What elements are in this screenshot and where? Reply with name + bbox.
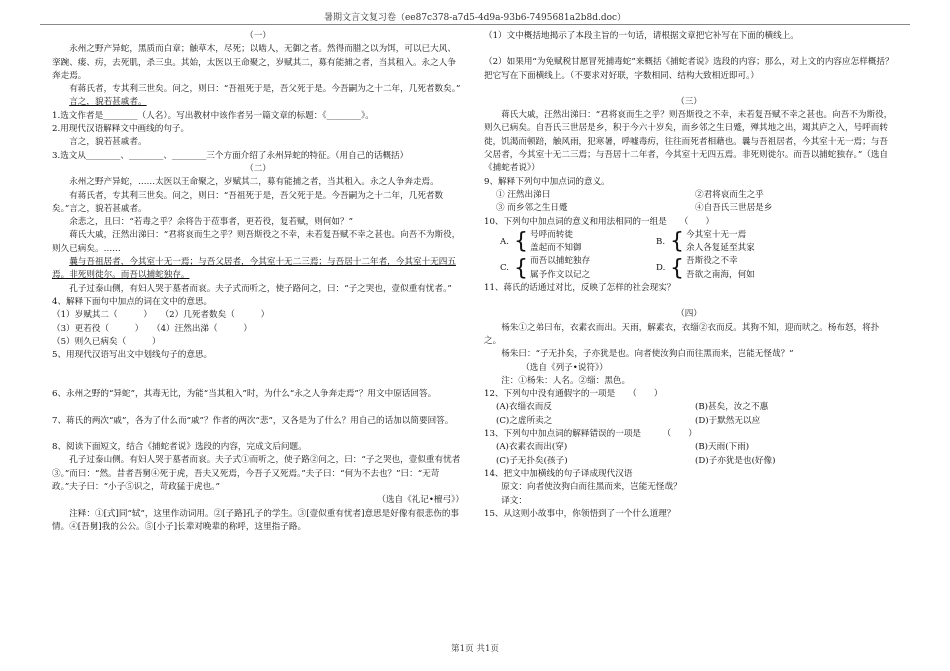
question-12: 12、下列句中没有通假字的一项是 （ ） (484, 389, 663, 400)
page-footer: 第1页 共1页 (450, 644, 500, 654)
option-4: ④自吾氏三世居是乡 (695, 203, 773, 214)
question-9: 9、解释下列句中加点词的意义。 (484, 176, 610, 187)
reading-passage: 孔子过泰山侧。有妇人哭于墓者而哀。夫子式①而听之，使子路②问之，曰：“子之哭也，壹似重有忧者③。”而曰：“然。昔者吾舅④死于虎，吾夫又死焉，今吾子又死焉。”夫子曰：“何为不去也？”曰：“无苛政。”夫子曰：“小子⑤识之，苛政猛于虎也。” (52, 455, 461, 492)
section-title-1: （一） (245, 31, 271, 41)
option-a: A. { 号呼而转徙 盖起而不知御 (500, 229, 582, 255)
question-12-options: (C)之虚所卖之 (D)于默然无以应 (496, 415, 761, 426)
question-2-sentence: 言之，貌若甚戚者。 (69, 137, 147, 148)
question-4-items: （5）则久已病矣（ ） (52, 336, 161, 347)
passage-paragraph: 蒋氏大戚，汪然出涕曰：“君将哀而生之乎？则吾斯役之不幸，未若复吾赋不幸之甚也。向吾不为斯役，则久已病矣。…… (52, 230, 461, 254)
underlined-passage: 曩与吾祖居者，今其室十无一焉；与吾父居者，今其室十无二三焉；与吾居十二年者，今其室十无四五焉。非死则徙尔。而吾以捕蛇独存。 (52, 257, 456, 281)
question-9-options (484, 189, 894, 202)
page-header: 暑期文言文复习卷（ee87c378-a7d5-4d9a-93b6-7495681a2b8d.doc） (323, 13, 627, 23)
question-3: 3.选文从________、________、________三个方面介绍了永州异蛇的特征。（用自己的话概括） (52, 150, 409, 161)
passage-paragraph: 蒋氏大戚，汪然出涕曰：“君将哀而生之乎？则吾斯役之不幸，未若复吾赋不幸之甚也。向吾不为斯役，则久已病矣。自吾氏三世居是乡，积于今六十岁矣，而乡邻之生日蹙，殚其地之出，竭其庐之入，号呼而转徙，饥渴而顿踣，触风雨，犯寒暑，呼嘘毒疠，往往而死者相藉也。曩与吾祖居者，今其室十无一焉；与吾父居者，今其室十无二三焉；与吾居十二年者，今其室十无四五焉。非死则徙尔。而吾以捕蛇独存。”（选自《捕蛇者说》） (484, 110, 893, 174)
question-5: 5、用现代汉语写出文中划线句子的意思。 (52, 350, 213, 361)
annotation-notes: 注释：①[式]同“轼”，这里作动词用。②[子路]孔子的学生。③[壹似重有忧者]意思是好像有很悲伤的事情。④[吾舅]我的公公。⑤[小子]长辈对晚辈的称呼，这里指子路。 (52, 508, 460, 532)
passage-paragraph: 永州之野产异蛇，黑质而白章；触草木，尽死；以啮人，无御之者。然得而腊之以为饵，可以已大风、挛踠、瘘、疠，去死肌，杀三虫。其始，太医以王命聚之，岁赋其二，募有能捕之者，当其租入。永之人争奔走焉。 (52, 44, 456, 81)
question-4-items: （3）更若役（ ） （4）汪然出涕（ ） (52, 323, 252, 334)
section-title-2: （二） (245, 163, 271, 174)
option-c: C. { 而吾以捕蛇独存 属予作文以记之 (500, 255, 591, 281)
option-2: ②君将哀而生之乎 (695, 189, 764, 200)
question-1: 1.选文作者是________（人名）。写出教材中该作者另一篇文章的标题：《________》。 (52, 110, 374, 121)
annotation-notes: 注：①杨朱：人名。②缁：黑色。 (501, 375, 631, 386)
question-13-options: (C)子无扑矣(孩子) (D)子亦犹是也(好像) (496, 455, 776, 466)
section-title-3: （三） (676, 96, 702, 107)
question-14: 14、把文中加横线的句子译成现代汉语 (484, 468, 633, 479)
option-d: D. { 吾斯役之不幸 吾欲之南海，何如 (656, 255, 755, 281)
question-8-2: （2）如果用“为免赋税甘愿冒死捕毒蛇”来概括《捕蛇者说》选段的内容；那么，对上文的内容应怎样概括？把它写在下面横线上。（不要求对好联，字数相同、结构大致相近即可。） (484, 57, 894, 81)
question-2: 2.用现代汉语解释文中画线的句子。 (52, 124, 190, 135)
passage-paragraph: 杨朱曰：“子无扑矣，子亦犹是也。向者使汝狗白而往黑而来，岂能无怪哉？” (501, 349, 794, 360)
question-10-options-cd (484, 255, 894, 282)
option-b: B. { 今其室十无一焉 余人各复延至其家 (656, 229, 755, 255)
section-title-4: （四） (676, 309, 702, 320)
passage-paragraph: 孔子过泰山侧，有妇人哭于墓者而哀。夫子式而听之，使子路问之，曰：“子之哭也，壹似重有忧者。” (69, 283, 452, 294)
option-1: ① 汪然出涕曰 (496, 189, 551, 200)
question-12-options: (A)衣缁衣而反 (B)甚矣，汝之不惠 (496, 402, 769, 413)
passage-paragraph: 杨朱①之弟曰布，衣素衣而出。天雨，解素衣，衣缁②衣而反。其狗不知，迎而吠之。杨布怒，将扑之。 (484, 322, 880, 346)
question-7: 7、蒋氏的两次“戚”，各为了什么而“戚”？作者的两次“悲”，又各是为了什么？用自己的话加以简要回答。 (52, 415, 454, 426)
right-column (484, 30, 894, 521)
question-13: 13、下列句中加点词的解释错误的一项是 （ ） (484, 429, 697, 440)
source-citation: （选自《礼记•檀弓》） (377, 495, 464, 506)
option-3: ③ 而乡邻之生日蹙 (496, 203, 568, 214)
question-4: 4、解释下面句中加点的词在文中的意思。 (52, 296, 213, 307)
passage-paragraph: 余悲之，且曰：“若毒之乎？余将告于莅事者，更若役，复若赋，则何如？” (69, 217, 353, 228)
question-9-options (484, 202, 894, 215)
question-8-1: （1）文中概括地揭示了本段主旨的一句话，请根据文章把它补写在下面的横线上。 (484, 31, 799, 41)
question-10: 10、下列句中加点词的意义和用法相同的一组是 （ ） (484, 216, 715, 227)
source-citation: （选自《列子•说符》） (521, 362, 608, 373)
question-8: 8、阅读下面短文，结合《捕蛇者说》选段的内容，完成文后问题。 (52, 442, 307, 453)
passage-paragraph: 有蒋氏者，专其利三世矣。问之，则曰：“吾祖死于是，吾父死于是。今吾嗣为之十二年，几死者数矣。” (69, 84, 461, 95)
question-10-options-ab (484, 229, 894, 256)
question-6: 6、永州之野的“异蛇”，其毒无比，为能“当其租入”时，为什么“永之人争奔走焉”？用文中原话回答。 (52, 389, 437, 400)
question-13-options: (A)衣素衣而出(穿) (B)天雨(下雨) (496, 442, 750, 453)
question-14-original: 原文：向者使汝狗白而往黑而来，岂能无怪哉？ (501, 482, 682, 493)
left-column (52, 30, 464, 534)
passage-paragraph: 有蒋氏者，专其利三世矣。问之，则曰：“吾祖死于是，吾父死于是。今吾嗣为之十二年，几死者数矣。”言之，貌若甚戚者。 (52, 190, 444, 214)
question-4-items: （1）岁赋其二（ ） （2）几死者数矣（ ） (52, 310, 270, 321)
question-14-translation: 译文： (501, 495, 527, 506)
question-11: 11、蒋氏的话通过对比，反映了怎样的社会现实？ (484, 283, 676, 294)
underlined-sentence: 言之，貌若甚戚者。 (69, 97, 147, 108)
question-15: 15、从这则小故事中，你领悟到了一个什么道理？ (484, 508, 676, 519)
passage-paragraph: 永州之野产异蛇，……太医以王命聚之，岁赋其二，募有能捕之者，当其租入。永之人争奔走焉。 (69, 177, 439, 188)
header-rule (40, 24, 910, 25)
